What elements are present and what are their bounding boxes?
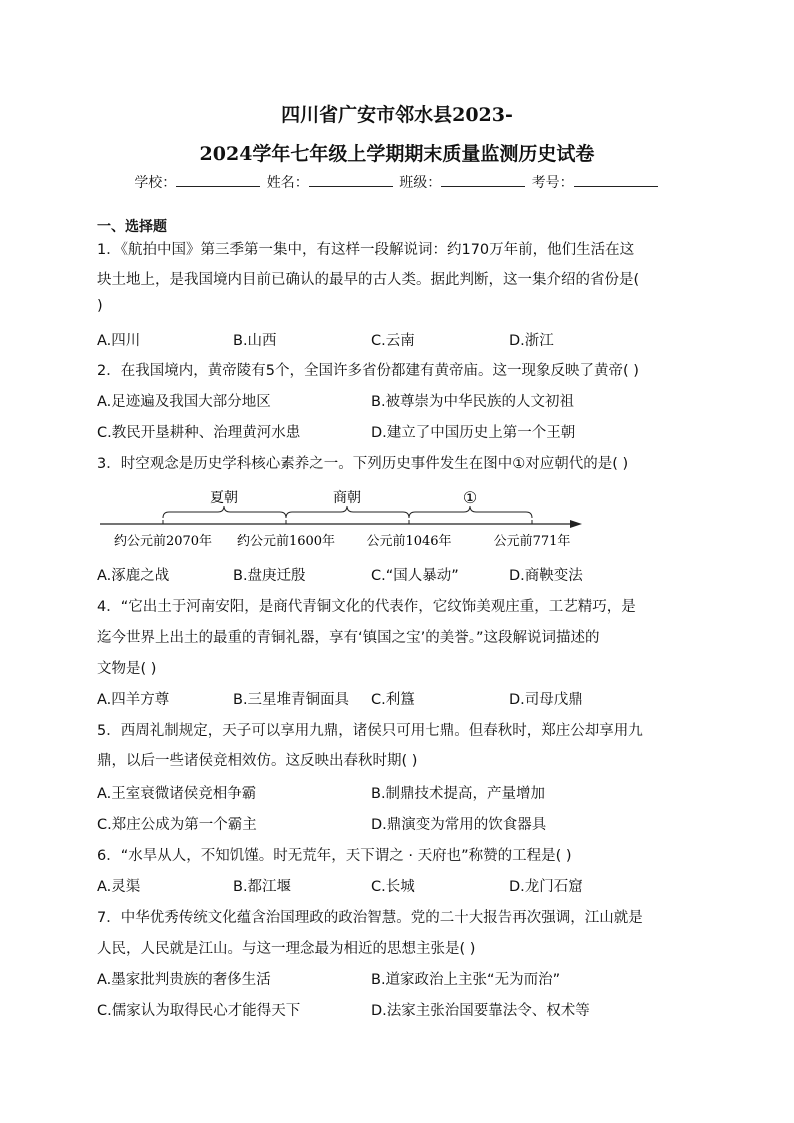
q2-option-d[interactable]: D.建立了中国历史上第一个王朝 [371, 425, 576, 441]
q7-option-d[interactable]: D.法家主张治国要靠法令、权术等 [371, 1003, 590, 1019]
q6-option-a[interactable]: A.灵渠 [97, 879, 141, 895]
q1-line-2: 块土地上，是我国境内目前已确认的最早的古人类。据此判断，这一集介绍的省份是( [97, 272, 640, 288]
q6-option-d[interactable]: D.龙门石窟 [509, 879, 583, 895]
timeline-brace [286, 506, 409, 518]
q3-option-d[interactable]: D.商鞅变法 [509, 568, 583, 584]
q1-option-c[interactable]: C.云南 [371, 333, 415, 349]
student-info-row [0, 172, 794, 192]
timeline-tick-label: 公元前771年 [493, 534, 571, 549]
q4-line-1: 4．“它出土于河南安阳，是商代青铜文化的代表作，它纹饰美观庄重，工艺精巧，是 [97, 599, 636, 615]
number-label: 考号： [531, 175, 574, 191]
q7-line-1: 7．中华优秀传统文化蕴含治国理政的政治智慧。党的二十大报告再次强调，江山就是 [97, 910, 643, 926]
q1-line-3: ) [97, 298, 103, 314]
timeline-tick-label: 公元前1046年 [366, 534, 452, 549]
q6-line-1: 6．“水旱从人，不知饥馑。时无荒年，天下谓之 · 天府也”称赞的工程是( ) [97, 848, 572, 864]
timeline-segment-label: ① [462, 488, 478, 507]
q1-option-b[interactable]: B.山西 [233, 333, 277, 349]
q3-option-c[interactable]: C.“国人暴动” [371, 568, 459, 584]
q1-option-d[interactable]: D.浙江 [509, 333, 554, 349]
q4-option-a[interactable]: A.四羊方尊 [97, 692, 170, 708]
name-blank[interactable] [309, 172, 393, 187]
q2-option-b[interactable]: B.被尊崇为中华民族的人文初祖 [371, 394, 575, 410]
q6-option-c[interactable]: C.长城 [371, 879, 415, 895]
name-label: 姓名： [266, 175, 309, 191]
q5-line-1: 5．西周礼制规定，天子可以享用九鼎，诸侯只可用七鼎。但春秋时，郑庄公却享用九 [97, 723, 643, 739]
q5-option-a[interactable]: A.王室衰微诸侯竞相争霸 [97, 786, 257, 802]
class-blank[interactable] [441, 172, 525, 187]
section-title: 一、选择题 [97, 219, 167, 235]
q5-option-d[interactable]: D.鼎演变为常用的饮食器具 [371, 817, 547, 833]
timeline-tick-label: 约公元前2070年 [113, 534, 213, 549]
q5-option-b[interactable]: B.制鼎技术提高，产量增加 [371, 786, 546, 802]
q1-option-a[interactable]: A.四川 [97, 333, 141, 349]
q4-option-b[interactable]: B.三星堆青铜面具 [233, 692, 350, 708]
school-label: 学校： [134, 175, 177, 191]
number-blank[interactable] [574, 172, 658, 187]
school-blank[interactable] [176, 172, 260, 187]
timeline-brace [409, 506, 532, 518]
q3-option-a[interactable]: A.涿鹿之战 [97, 568, 170, 584]
dynasty-timeline [100, 488, 590, 554]
q1-line-1: 1．《航拍中国》第三季第一集中，有这样一段解说词：约170万年前，他们生活在这 [97, 242, 635, 258]
q7-option-b[interactable]: B.道家政治上主张“无为而治” [371, 972, 561, 988]
q6-option-b[interactable]: B.都江堰 [233, 879, 292, 895]
timeline-tick-label: 约公元前1600年 [236, 534, 336, 549]
q5-option-c[interactable]: C.郑庄公成为第一个霸主 [97, 817, 257, 833]
q7-option-a[interactable]: A.墨家批判贵族的奢侈生活 [97, 972, 271, 988]
timeline-segment-label: 夏朝 [210, 490, 238, 506]
timeline-arrow-icon [570, 520, 582, 528]
timeline-segment-label: 商朝 [333, 490, 361, 506]
timeline-brace [163, 506, 286, 518]
q5-line-2: 鼎，以后一些诸侯竞相效仿。这反映出春秋时期( ) [97, 753, 418, 769]
q4-option-d[interactable]: D.司母戊鼎 [509, 692, 583, 708]
q3-line-1: 3．时空观念是历史学科核心素养之一。下列历史事件发生在图中①对应朝代的是( ) [97, 456, 629, 472]
q7-line-2: 人民，人民就是江山。与这一理念最为相近的思想主张是( ) [97, 941, 476, 957]
class-label: 班级： [399, 175, 442, 191]
q4-line-3: 文物是( ) [97, 661, 157, 677]
q4-line-2: 迄今世界上出土的最重的青铜礼器，享有‘镇国之宝’的美誉。”这段解说词描述的 [97, 630, 600, 646]
exam-title-line-1: 四川省广安市邻水县2023- [281, 104, 513, 126]
q3-option-b[interactable]: B.盘庚迁殷 [233, 568, 306, 584]
q7-option-c[interactable]: C.儒家认为取得民心才能得天下 [97, 1003, 301, 1019]
q2-option-a[interactable]: A.足迹遍及我国大部分地区 [97, 394, 271, 410]
exam-title-line-2: 2024学年七年级上学期期末质量监测历史试卷 [199, 143, 595, 165]
q2-option-c[interactable]: C.教民开垦耕种、治理黄河水患 [97, 425, 301, 441]
q2-line-1: 2．在我国境内，黄帝陵有5个，全国许多省份都建有黄帝庙。这一现象反映了黄帝( ) [97, 363, 639, 379]
q4-option-c[interactable]: C.利簋 [371, 692, 415, 708]
